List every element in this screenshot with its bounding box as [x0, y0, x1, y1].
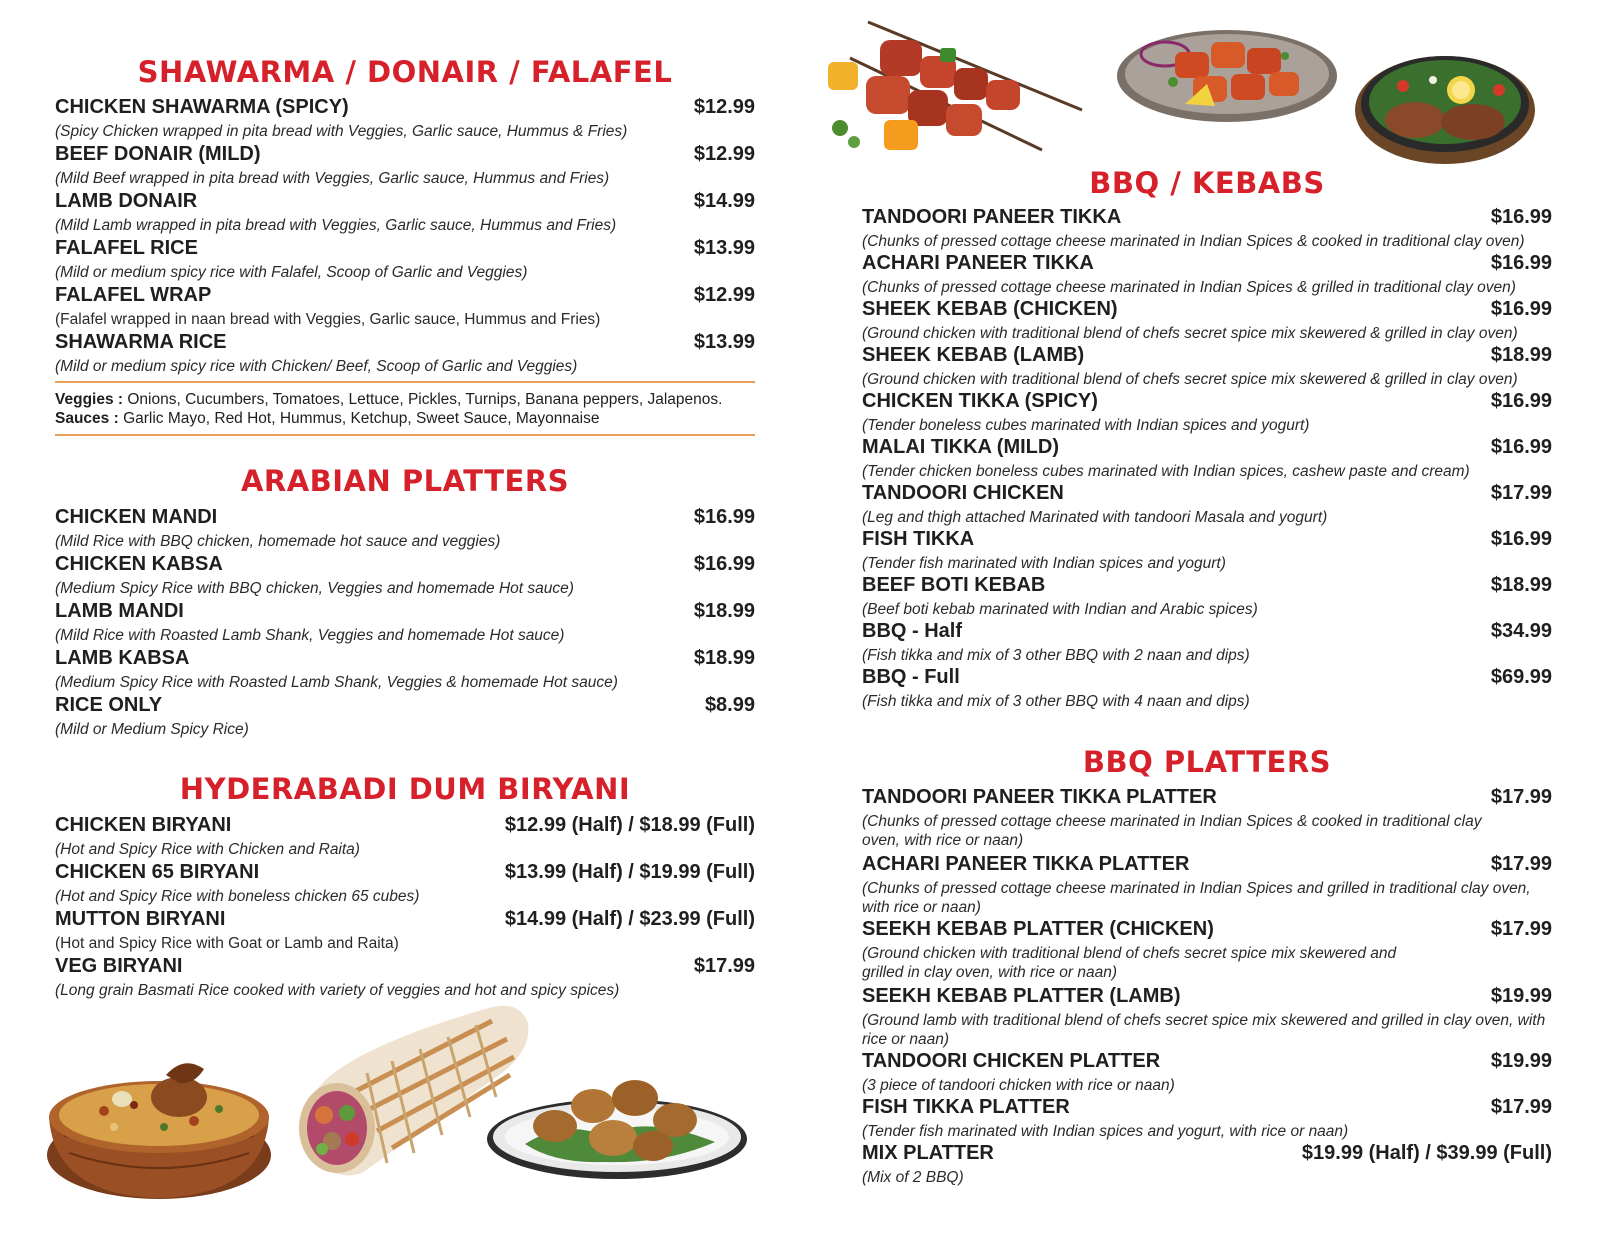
section-title-bbq: BBQ / KEBABS: [1089, 166, 1325, 200]
section-title-arabian: ARABIAN PLATTERS: [240, 464, 570, 498]
item-price: $17.99: [1490, 786, 1552, 808]
item-name: CHICKEN MANDI: [55, 506, 218, 528]
item-name: MUTTON BIRYANI: [55, 908, 226, 930]
menu-item: [55, 955, 755, 1000]
item-description: (Spicy Chicken wrapped in pita bread with Veggies, Garlic sauce, Hummus & Fries): [55, 123, 628, 140]
veggies-note: [55, 390, 755, 409]
item-name: TANDOORI CHICKEN PLATTER: [862, 1050, 1161, 1072]
item-name: BEEF BOTI KEBAB: [862, 574, 1046, 596]
menu-item: [55, 908, 755, 953]
sauces-note: [55, 409, 755, 428]
menu-item: [862, 390, 1552, 435]
menu-item: [862, 620, 1552, 665]
item-description: (Hot and Spicy Rice with Goat or Lamb and Raita): [55, 935, 399, 952]
fish-tikka-platter-image: [1353, 40, 1538, 166]
item-price: $16.99: [1490, 298, 1552, 320]
item-description: (Mild or medium spicy rice with Falafel, Scoop of Garlic and Veggies): [55, 264, 528, 281]
item-price: $17.99: [1490, 853, 1552, 875]
veggies-text: Onions, Cucumbers, Tomatoes, Lettuce, Pickles, Turnips, Banana peppers, Jalapenos.: [123, 391, 723, 408]
item-description: (Tender boneless cubes marinated with Indian spices and yogurt): [862, 417, 1310, 434]
item-description: (Tender chicken boneless cubes marinated with Indian spices, cashew paste and cream): [862, 463, 1470, 480]
item-description: (Mild Rice with Roasted Lamb Shank, Veggies and homemade Hot sauce): [55, 627, 565, 644]
menu-item: [862, 1050, 1552, 1095]
item-price: $18.99: [1490, 574, 1552, 596]
item-price: $16.99: [1490, 390, 1552, 412]
item-name: CHICKEN BIRYANI: [55, 814, 232, 836]
item-name: SHAWARMA RICE: [55, 331, 227, 353]
item-price: $18.99: [693, 600, 755, 622]
menu-item: [862, 985, 1552, 1049]
section-title-biryani: HYDERABADI DUM BIRYANI: [179, 772, 631, 806]
item-name: SHEEK KEBAB (LAMB): [862, 344, 1085, 366]
item-name: BEEF DONAIR (MILD): [55, 143, 261, 165]
menu-item: [55, 331, 755, 376]
item-price: $16.99: [1490, 528, 1552, 550]
item-description: (Ground chicken with traditional blend of chefs secret spice mix skewered & grilled in clay oven): [862, 371, 1518, 388]
item-description: (Ground lamb with traditional blend of chefs secret spice mix skewered and grilled in clay oven, with rice or naan): [862, 1012, 1546, 1048]
menu-item: [862, 252, 1552, 297]
divider: [55, 381, 755, 383]
item-description: (Mild Beef wrapped in pita bread with Veggies, Garlic sauce, Hummus and Fries): [55, 170, 610, 187]
item-price: $69.99: [1490, 666, 1552, 688]
item-description: (Tender fish marinated with Indian spices and yogurt): [862, 555, 1226, 572]
item-name: FALAFEL WRAP: [55, 284, 212, 306]
item-name: ACHARI PANEER TIKKA PLATTER: [862, 853, 1190, 875]
item-description: (Mix of 2 BBQ): [862, 1169, 964, 1186]
item-name: FISH TIKKA: [862, 528, 975, 550]
item-description: (Medium Spicy Rice with Roasted Lamb Shank, Veggies & homemade Hot sauce): [55, 674, 618, 691]
menu-item: [862, 853, 1552, 917]
item-description: (3 piece of tandoori chicken with rice or naan): [862, 1077, 1175, 1094]
item-name: TANDOORI PANEER TIKKA PLATTER: [862, 786, 1217, 808]
veggies-label: Veggies :: [55, 391, 124, 408]
item-price: $14.99: [693, 190, 755, 212]
item-name: MIX PLATTER: [862, 1142, 994, 1164]
item-price: $16.99: [693, 506, 755, 528]
item-price: $12.99: [693, 284, 755, 306]
item-price: $17.99: [1490, 1096, 1552, 1118]
item-price: $8.99: [704, 694, 755, 716]
menu-item: [55, 143, 755, 188]
menu-item: [862, 528, 1552, 573]
item-name: LAMB MANDI: [55, 600, 184, 622]
item-description: (Ground chicken with traditional blend of chefs secret spice mix skewered & grilled in clay oven): [862, 325, 1518, 342]
item-price: $16.99: [1490, 206, 1552, 228]
divider: [55, 434, 755, 436]
item-price: $19.99: [1490, 985, 1552, 1007]
menu-item: [862, 482, 1552, 527]
item-description: (Ground chicken with traditional blend of chefs secret spice mix skewered and grilled in clay oven, with rice or naan): [862, 945, 1397, 981]
item-description: (Beef boti kebab marinated with Indian and Arabic spices): [862, 601, 1258, 618]
menu-item: [862, 786, 1552, 850]
item-price: $16.99: [1490, 252, 1552, 274]
item-price: $16.99: [1490, 436, 1552, 458]
item-description: (Tender fish marinated with Indian spices and yogurt, with rice or naan): [862, 1123, 1349, 1140]
menu-item: [55, 96, 755, 141]
menu-item: [55, 694, 755, 739]
item-name: TANDOORI PANEER TIKKA: [862, 206, 1122, 228]
item-name: MALAI TIKKA (MILD): [862, 436, 1059, 458]
item-price: $13.99: [693, 237, 755, 259]
item-name: CHICKEN 65 BIRYANI: [55, 861, 260, 883]
menu-item: [862, 1142, 1552, 1187]
menu-item: [55, 861, 755, 906]
item-description: (Leg and thigh attached Marinated with tandoori Masala and yogurt): [862, 509, 1328, 526]
item-description: (Long grain Basmati Rice cooked with variety of veggies and hot and spicy spices): [55, 982, 620, 999]
item-description: (Fish tikka and mix of 3 other BBQ with 4 naan and dips): [862, 693, 1250, 710]
item-name: RICE ONLY: [55, 694, 163, 716]
item-name: CHICKEN KABSA: [55, 553, 223, 575]
chicken-tikka-plate-image: [1115, 22, 1340, 124]
item-price: $34.99: [1490, 620, 1552, 642]
item-description: (Chunks of pressed cottage cheese marinated in Indian Spices & cooked in traditional clay oven, with rice or naan): [862, 813, 1482, 849]
section-title-bbq-platters: BBQ PLATTERS: [1082, 745, 1332, 779]
sauces-text: Garlic Mayo, Red Hot, Hummus, Ketchup, Sweet Sauce, Mayonnaise: [118, 410, 600, 427]
menu-item: [862, 298, 1552, 343]
kebab-skewers-image: [820, 18, 1092, 166]
menu-item: [55, 284, 755, 329]
biryani-bowl-image: [44, 1035, 274, 1205]
menu-item: [862, 574, 1552, 619]
item-name: LAMB KABSA: [55, 647, 190, 669]
item-price: $16.99: [693, 553, 755, 575]
menu-item: [55, 553, 755, 598]
item-name: FISH TIKKA PLATTER: [862, 1096, 1070, 1118]
item-name: BBQ - Half: [862, 620, 962, 642]
menu-item: [862, 344, 1552, 389]
item-price: $17.99: [1490, 482, 1552, 504]
falafel-plate-image: [485, 1064, 750, 1190]
item-description: (Fish tikka and mix of 3 other BBQ with 2 naan and dips): [862, 647, 1250, 664]
item-price: $14.99 (Half) / $23.99 (Full): [504, 908, 755, 930]
item-name: CHICKEN SHAWARMA (SPICY): [55, 96, 349, 118]
item-description: (Chunks of pressed cottage cheese marinated in Indian Spices and grilled in traditional clay oven, with rice or naan): [862, 880, 1531, 916]
item-price: $13.99: [693, 331, 755, 353]
item-name: ACHARI PANEER TIKKA: [862, 252, 1094, 274]
section-title-shawarma: SHAWARMA / DONAIR / FALAFEL: [137, 55, 673, 89]
item-name: SHEEK KEBAB (CHICKEN): [862, 298, 1118, 320]
item-price: $18.99: [1490, 344, 1552, 366]
item-description: (Hot and Spicy Rice with Chicken and Raita): [55, 841, 360, 858]
item-description: (Mild or Medium Spicy Rice): [55, 721, 249, 738]
item-price: $17.99: [1490, 918, 1552, 940]
menu-item: [862, 666, 1552, 711]
item-price: $12.99 (Half) / $18.99 (Full): [504, 814, 755, 836]
menu-item: [55, 237, 755, 282]
item-description: (Chunks of pressed cottage cheese marinated in Indian Spices & cooked in traditional clay oven): [862, 233, 1525, 250]
menu-item: [862, 1096, 1552, 1141]
item-name: BBQ - Full: [862, 666, 960, 688]
menu-item: [862, 436, 1552, 481]
item-description: (Mild or medium spicy rice with Chicken/ Beef, Scoop of Garlic and Veggies): [55, 358, 578, 375]
item-name: SEEKH KEBAB PLATTER (CHICKEN): [862, 918, 1214, 940]
item-price: $12.99: [693, 143, 755, 165]
item-name: SEEKH KEBAB PLATTER (LAMB): [862, 985, 1181, 1007]
item-price: $12.99: [693, 96, 755, 118]
item-name: VEG BIRYANI: [55, 955, 183, 977]
item-name: CHICKEN TIKKA (SPICY): [862, 390, 1098, 412]
item-name: TANDOORI CHICKEN: [862, 482, 1064, 504]
item-price: $18.99: [693, 647, 755, 669]
menu-item: [862, 918, 1552, 982]
item-price: $17.99: [693, 955, 755, 977]
item-description: (Falafel wrapped in naan bread with Veggies, Garlic sauce, Hummus and Fries): [55, 311, 601, 328]
item-description: (Mild Rice with BBQ chicken, homemade hot sauce and veggies): [55, 533, 501, 550]
item-name: FALAFEL RICE: [55, 237, 198, 259]
sauces-label: Sauces :: [55, 410, 119, 427]
menu-item: [55, 190, 755, 235]
menu-item: [55, 506, 755, 551]
item-price: $19.99 (Half) / $39.99 (Full): [1301, 1142, 1552, 1164]
menu-item: [862, 206, 1552, 251]
menu-item: [55, 814, 755, 859]
item-price: $19.99: [1490, 1050, 1552, 1072]
item-price: $13.99 (Half) / $19.99 (Full): [504, 861, 755, 883]
item-description: (Hot and Spicy Rice with boneless chicken 65 cubes): [55, 888, 420, 905]
item-description: (Mild Lamb wrapped in pita bread with Veggies, Garlic sauce, Hummus and Fries): [55, 217, 617, 234]
menu-item: [55, 600, 755, 645]
item-name: LAMB DONAIR: [55, 190, 198, 212]
menu-item: [55, 647, 755, 692]
item-description: (Chunks of pressed cottage cheese marinated in Indian Spices & grilled in traditional clay oven): [862, 279, 1516, 296]
item-description: (Medium Spicy Rice with BBQ chicken, Veggies and homemade Hot sauce): [55, 580, 574, 597]
